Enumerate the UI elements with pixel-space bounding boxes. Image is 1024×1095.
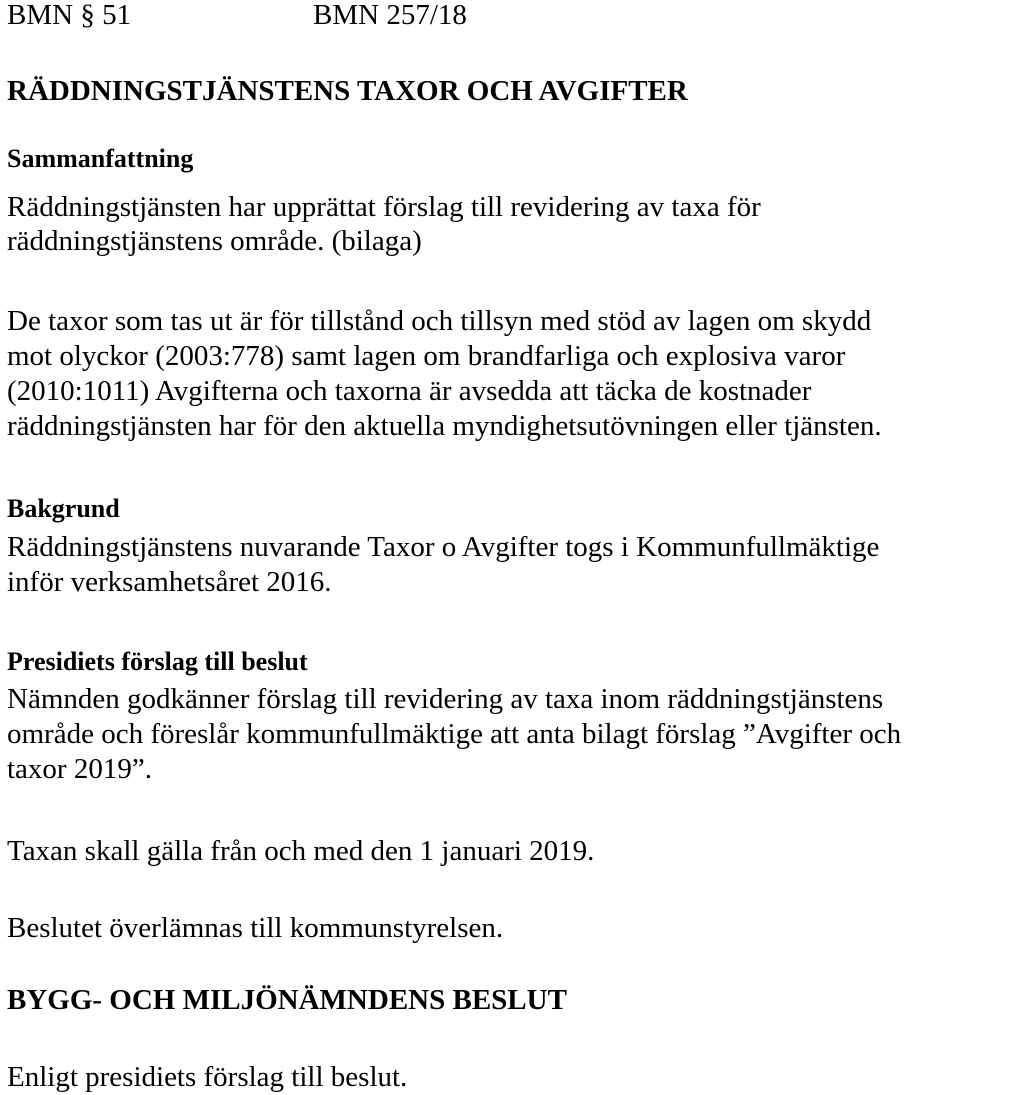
forslag-text-line: område och föreslår kommunfullmäktige att anta bilagt förslag ”Avgifter och xyxy=(7,718,902,750)
forslag-handover: Beslutet överlämnas till kommunstyrelsen. xyxy=(7,912,504,944)
sammanfattning-text-line: räddningstjänsten har för den aktuella myndighetsutövningen eller tjänsten. xyxy=(7,410,882,442)
bakgrund-text-line: inför verksamhetsåret 2016. xyxy=(7,566,332,598)
bakgrund-text-line: Räddningstjänstens nuvarande Taxor o Avgifter togs i Kommunfullmäktige xyxy=(7,531,880,563)
heading-beslut: BYGG- OCH MILJÖNÄMNDENS BESLUT xyxy=(7,984,567,1016)
case-reference: BMN 257/18 xyxy=(313,0,467,31)
sammanfattning-text-line: räddningstjänstens område. (bilaga) xyxy=(7,225,422,257)
sammanfattning-text-line: (2010:1011) Avgifterna och taxorna är avsedda att täcka de kostnader xyxy=(7,375,812,407)
sammanfattning-text-line: De taxor som tas ut är för tillstånd och tillsyn med stöd av lagen om skydd xyxy=(7,305,872,337)
heading-sammanfattning: Sammanfattning xyxy=(7,144,194,173)
document-title: RÄDDNINGSTJÄNSTENS TAXOR OCH AVGIFTER xyxy=(7,75,688,107)
forslag-effective-date: Taxan skall gälla från och med den 1 januari 2019. xyxy=(7,835,595,867)
forslag-text-line: taxor 2019”. xyxy=(7,753,152,785)
sammanfattning-text-line: mot olyckor (2003:778) samt lagen om brandfarliga och explosiva varor xyxy=(7,340,846,372)
heading-bakgrund: Bakgrund xyxy=(7,494,120,523)
section-reference: BMN § 51 xyxy=(7,0,132,31)
heading-presidiets-forslag: Presidiets förslag till beslut xyxy=(7,647,308,676)
sammanfattning-text-line: Räddningstjänsten har upprättat förslag till revidering av taxa för xyxy=(7,191,761,223)
forslag-text-line: Nämnden godkänner förslag till revidering av taxa inom räddningstjänstens xyxy=(7,683,884,715)
beslut-text: Enligt presidiets förslag till beslut. xyxy=(7,1061,408,1093)
